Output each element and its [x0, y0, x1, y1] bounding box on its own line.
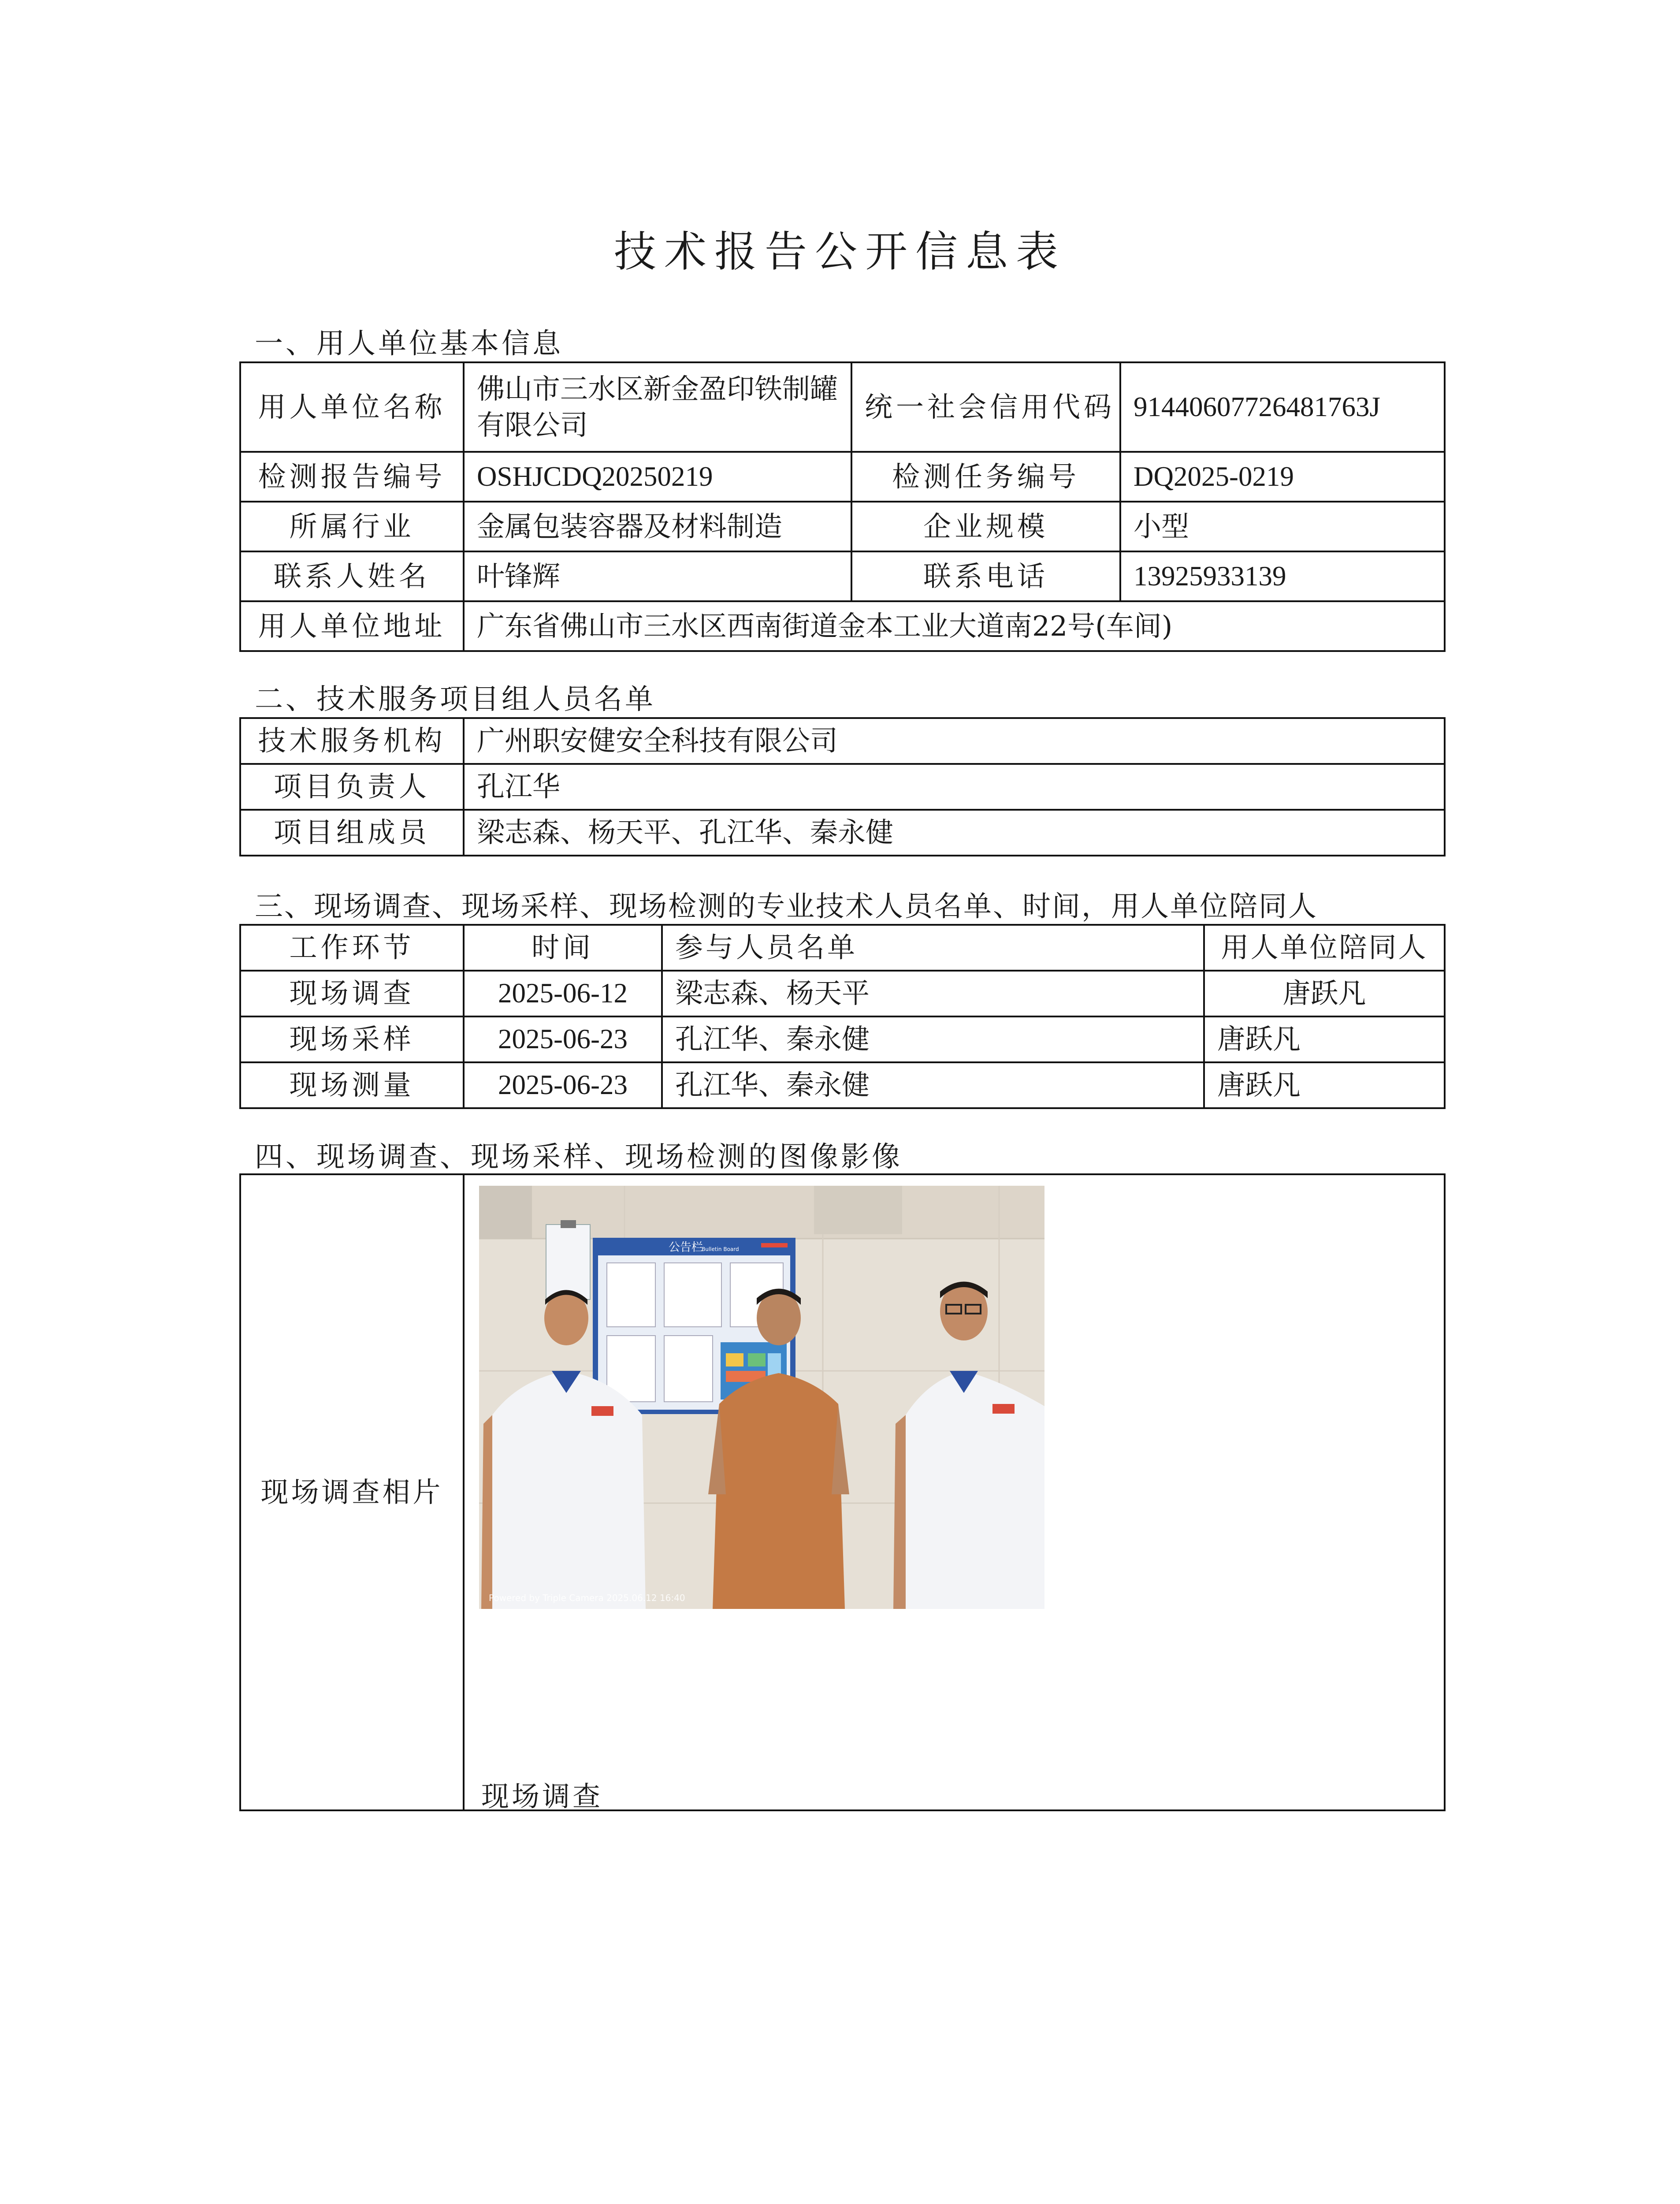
table-row: [240, 971, 1445, 1016]
photo-watermark: Powered by Triple Camera 2025.06.12 16:40: [489, 1593, 685, 1603]
table-row: [240, 551, 1445, 601]
address-label: 用人单位地址: [240, 601, 464, 651]
table-row: [240, 452, 1445, 502]
table-row: [240, 764, 1445, 810]
unit-name-value: 佛山市三水区新金盈印铁制罐有限公司: [464, 362, 851, 452]
table-row: [240, 810, 1445, 856]
photo-label: 现场调查相片: [240, 1174, 464, 1810]
members-value: 梁志森、杨天平、孔江华、秦永健: [464, 810, 1445, 856]
table-row: [240, 718, 1445, 764]
table-header-row: [240, 925, 1445, 971]
members-label: 项目组成员: [240, 810, 464, 856]
schedule-table: [239, 924, 1446, 1109]
stage-cell: 现场调查: [240, 971, 464, 1016]
board-subtitle: Bulletin Board: [702, 1246, 739, 1252]
table-row: [240, 601, 1445, 651]
personnel-cell: 孔江华、秦永健: [662, 1016, 1204, 1062]
stage-cell: 现场采样: [240, 1016, 464, 1062]
leader-value: 孔江华: [464, 764, 1445, 810]
date-cell: 2025-06-12: [464, 971, 662, 1016]
page-title: 技术报告公开信息表: [614, 227, 1066, 276]
report-no-value: OSHJCDQ20250219: [464, 452, 851, 502]
personnel-cell: 孔江华、秦永健: [662, 1062, 1204, 1108]
agency-label: 技术服务机构: [240, 718, 464, 764]
section2-heading: 二、技术服务项目组人员名单: [255, 683, 656, 716]
section3-heading: 三、现场调查、现场采样、现场检测的专业技术人员名单、时间，用人单位陪同人: [255, 890, 1318, 923]
contact-name-label: 联系人姓名: [240, 551, 464, 601]
escort-cell: 唐跃凡: [1204, 1062, 1445, 1108]
photo-caption: 现场调查: [481, 1780, 603, 1813]
date-cell: 2025-06-23: [464, 1016, 662, 1062]
section1-heading: 一、用人单位基本信息: [255, 328, 563, 360]
industry-label: 所属行业: [240, 502, 464, 551]
team-table: [239, 717, 1446, 856]
phone-value: 13925933139: [1120, 551, 1445, 601]
section4-heading: 四、现场调查、现场采样、现场检测的图像影像: [255, 1141, 903, 1173]
task-no-value: DQ2025-0219: [1120, 452, 1445, 502]
industry-value: 金属包装容器及材料制造: [464, 502, 851, 551]
personnel-cell: 梁志森、杨天平: [662, 971, 1204, 1016]
escort-cell: 唐跃凡: [1204, 1016, 1445, 1062]
address-value: 广东省佛山市三水区西南街道金本工业大道南22号(车间): [464, 601, 1445, 651]
scale-value: 小型: [1120, 502, 1445, 551]
col-header-stage: 工作环节: [240, 925, 464, 971]
report-no-label: 检测报告编号: [240, 452, 464, 502]
table-row: [240, 1016, 1445, 1062]
credit-code-value: 91440607726481763J: [1120, 362, 1445, 452]
table-row: [240, 1062, 1445, 1108]
credit-code-label: 统一社会信用代码: [851, 362, 1120, 452]
scale-label: 企业规模: [851, 502, 1120, 551]
col-header-escort: 用人单位陪同人: [1204, 925, 1445, 971]
leader-label: 项目负责人: [240, 764, 464, 810]
date-cell: 2025-06-23: [464, 1062, 662, 1108]
task-no-label: 检测任务编号: [851, 452, 1120, 502]
agency-value: 广州职安健安全科技有限公司: [464, 718, 1445, 764]
table-row: [240, 502, 1445, 551]
col-header-time: 时间: [464, 925, 662, 971]
escort-cell: 唐跃凡: [1204, 971, 1445, 1016]
table-row: [240, 362, 1445, 452]
contact-name-value: 叶锋辉: [464, 551, 851, 601]
site-survey-photo: [479, 1186, 1044, 1609]
board-title: 公告栏: [669, 1241, 703, 1254]
unit-name-label: 用人单位名称: [240, 362, 464, 452]
stage-cell: 现场测量: [240, 1062, 464, 1108]
phone-label: 联系电话: [851, 551, 1120, 601]
basic-info-table: [239, 361, 1446, 652]
col-header-personnel: 参与人员名单: [662, 925, 1204, 971]
